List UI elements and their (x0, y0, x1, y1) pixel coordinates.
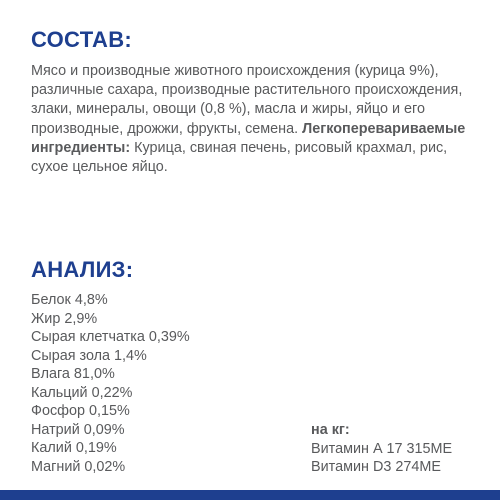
digestible-ingredients-label: Легкоперевариваемые ингредиенты: (31, 120, 466, 156)
analysis-item-fat: Жир 2,9% (31, 310, 98, 327)
analysis-list (31, 291, 190, 476)
analysis-heading: АНАЛИЗ: (31, 257, 134, 282)
vitamin-a: Витамин А 17 315МЕ (311, 440, 453, 457)
analysis-item-magnesium: Магний 0,02% (31, 458, 126, 475)
analysis-item-sodium: Натрий 0,09% (31, 421, 125, 438)
digestible-ingredients-text: Курица, свиная печень, рисовый крахмал, рис, сухое цельное яйцо. (31, 139, 448, 176)
composition-text-block (31, 62, 486, 177)
per-kg-label: на кг: (311, 422, 350, 438)
analysis-item-protein: Белок 4,8% (31, 292, 108, 308)
vitamin-d3: Витамин D3 274МЕ (311, 459, 441, 475)
analysis-item-crude-fiber: Сырая клетчатка 0,39% (31, 329, 190, 345)
composition-heading: СОСТАВ: (31, 27, 133, 52)
analysis-item-calcium: Кальций 0,22% (31, 384, 133, 401)
analysis-item-potassium: Калий 0,19% (31, 440, 117, 456)
analysis-item-crude-ash: Сырая зола 1,4% (31, 347, 147, 364)
bottom-accent-bar (0, 490, 500, 500)
vitamins-block (311, 421, 452, 477)
analysis-item-moisture: Влага 81,0% (31, 366, 115, 382)
composition-ingredients: Мясо и производные животного происхождения (курица 9%), различные сахара, производные растительного происхождения, злаки, минералы, овощи (0,8 %), масла и жиры, яйцо и его производные, дрожжи, фрукты, семена. (31, 63, 463, 137)
analysis-item-phosphorus: Фосфор 0,15% (31, 403, 130, 419)
